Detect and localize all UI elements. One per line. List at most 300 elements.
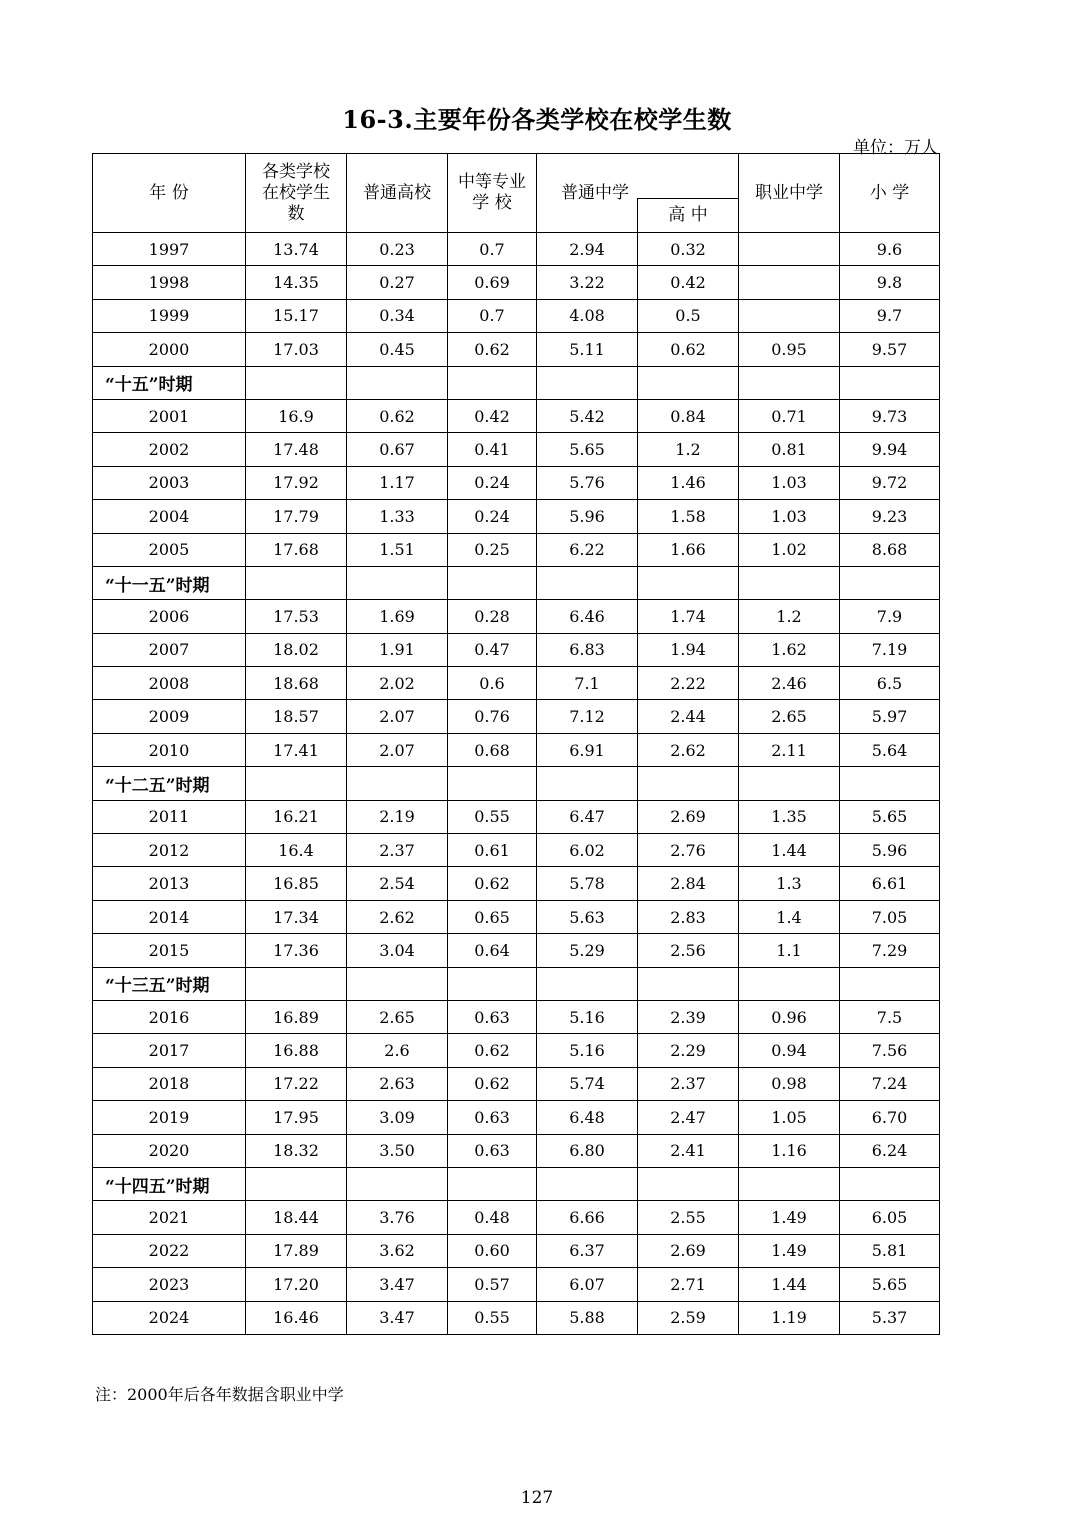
- value-cell: 1.4: [739, 900, 840, 933]
- value-cell: 5.88: [537, 1301, 638, 1334]
- value-cell: 18.32: [246, 1134, 347, 1167]
- value-cell: 6.5: [840, 667, 940, 700]
- unit-label: 单位：万人: [853, 138, 938, 158]
- table-row: [93, 1201, 940, 1234]
- value-cell: 5.96: [537, 500, 638, 533]
- value-cell: 13.74: [246, 233, 347, 266]
- year-cell: 2008: [93, 667, 246, 700]
- value-cell: 6.07: [537, 1268, 638, 1301]
- period-label: “十一五”时期: [93, 566, 246, 599]
- table-row: [93, 1034, 940, 1067]
- empty-cell: [638, 1167, 739, 1200]
- year-cell: 2013: [93, 867, 246, 900]
- table-row: [93, 533, 940, 566]
- header-blank: [638, 154, 739, 199]
- value-cell: 15.17: [246, 299, 347, 332]
- value-cell: 0.62: [347, 399, 448, 432]
- empty-cell: [448, 366, 537, 399]
- empty-cell: [246, 566, 347, 599]
- value-cell: 0.23: [347, 233, 448, 266]
- value-cell: 6.24: [840, 1134, 940, 1167]
- value-cell: 5.16: [537, 1000, 638, 1033]
- footnote: 注：2000年后各年数据含职业中学: [95, 1385, 344, 1404]
- empty-cell: [739, 566, 840, 599]
- year-cell: 2021: [93, 1201, 246, 1234]
- value-cell: 16.21: [246, 800, 347, 833]
- value-cell: 0.76: [448, 700, 537, 733]
- value-cell: 16.9: [246, 399, 347, 432]
- value-cell: 1.44: [739, 834, 840, 867]
- header-university: 普通高校: [347, 154, 448, 233]
- value-cell: 1.17: [347, 466, 448, 499]
- value-cell: 0.98: [739, 1067, 840, 1100]
- value-cell: 2.69: [638, 1234, 739, 1267]
- value-cell: 0.61: [448, 834, 537, 867]
- year-cell: 2019: [93, 1101, 246, 1134]
- value-cell: 6.37: [537, 1234, 638, 1267]
- value-cell: 6.91: [537, 733, 638, 766]
- value-cell: 2.07: [347, 700, 448, 733]
- table-row: [93, 1234, 940, 1267]
- table-row: [93, 333, 940, 366]
- period-row: [93, 967, 940, 1000]
- value-cell: 3.47: [347, 1301, 448, 1334]
- value-cell: 0.32: [638, 233, 739, 266]
- value-cell: 0.65: [448, 900, 537, 933]
- value-cell: 17.79: [246, 500, 347, 533]
- value-cell: 2.29: [638, 1034, 739, 1067]
- year-cell: 2002: [93, 433, 246, 466]
- value-cell: 1.16: [739, 1134, 840, 1167]
- year-cell: 2010: [93, 733, 246, 766]
- table-body: [93, 233, 940, 1335]
- value-cell: 14.35: [246, 266, 347, 299]
- value-cell: 17.95: [246, 1101, 347, 1134]
- value-cell: 1.49: [739, 1234, 840, 1267]
- value-cell: 5.65: [537, 433, 638, 466]
- value-cell: 5.29: [537, 934, 638, 967]
- empty-cell: [347, 566, 448, 599]
- value-cell: 2.11: [739, 733, 840, 766]
- empty-cell: [638, 767, 739, 800]
- header-vocational-line2: 学 校: [472, 193, 512, 213]
- year-cell: 2000: [93, 333, 246, 366]
- year-cell: 2024: [93, 1301, 246, 1334]
- year-cell: 2017: [93, 1034, 246, 1067]
- value-cell: 3.62: [347, 1234, 448, 1267]
- value-cell: 3.22: [537, 266, 638, 299]
- year-cell: 1998: [93, 266, 246, 299]
- value-cell: 1.74: [638, 600, 739, 633]
- empty-cell: [840, 566, 940, 599]
- value-cell: [739, 299, 840, 332]
- empty-cell: [537, 1167, 638, 1200]
- value-cell: 0.67: [347, 433, 448, 466]
- value-cell: 6.05: [840, 1201, 940, 1234]
- value-cell: 4.08: [537, 299, 638, 332]
- value-cell: 6.80: [537, 1134, 638, 1167]
- year-cell: 2015: [93, 934, 246, 967]
- value-cell: 2.44: [638, 700, 739, 733]
- value-cell: 0.62: [448, 1067, 537, 1100]
- period-row: [93, 366, 940, 399]
- value-cell: 0.25: [448, 533, 537, 566]
- year-cell: 2003: [93, 466, 246, 499]
- value-cell: 5.65: [840, 800, 940, 833]
- period-label: “十四五”时期: [93, 1167, 246, 1200]
- value-cell: 17.20: [246, 1268, 347, 1301]
- empty-cell: [537, 967, 638, 1000]
- empty-cell: [347, 967, 448, 1000]
- value-cell: 17.34: [246, 900, 347, 933]
- value-cell: 17.41: [246, 733, 347, 766]
- value-cell: 8.68: [840, 533, 940, 566]
- year-cell: 2018: [93, 1067, 246, 1100]
- value-cell: 6.70: [840, 1101, 940, 1134]
- value-cell: 7.5: [840, 1000, 940, 1033]
- empty-cell: [347, 366, 448, 399]
- value-cell: 17.48: [246, 433, 347, 466]
- year-cell: 2023: [93, 1268, 246, 1301]
- empty-cell: [246, 1167, 347, 1200]
- value-cell: 5.97: [840, 700, 940, 733]
- empty-cell: [840, 767, 940, 800]
- empty-cell: [246, 967, 347, 1000]
- value-cell: 1.94: [638, 633, 739, 666]
- value-cell: 6.61: [840, 867, 940, 900]
- value-cell: 1.33: [347, 500, 448, 533]
- value-cell: 1.91: [347, 633, 448, 666]
- value-cell: 5.42: [537, 399, 638, 432]
- empty-cell: [347, 1167, 448, 1200]
- value-cell: 17.03: [246, 333, 347, 366]
- empty-cell: [537, 767, 638, 800]
- value-cell: 17.68: [246, 533, 347, 566]
- value-cell: 0.7: [448, 299, 537, 332]
- header-total-line1: 各类学校: [262, 161, 330, 182]
- value-cell: 18.57: [246, 700, 347, 733]
- value-cell: 5.81: [840, 1234, 940, 1267]
- value-cell: 0.47: [448, 633, 537, 666]
- value-cell: 1.46: [638, 466, 739, 499]
- table-row: [93, 1301, 940, 1334]
- empty-cell: [537, 366, 638, 399]
- value-cell: 1.44: [739, 1268, 840, 1301]
- empty-cell: [739, 967, 840, 1000]
- value-cell: 0.24: [448, 500, 537, 533]
- year-cell: 2009: [93, 700, 246, 733]
- header-vocational-line1: 中等专业: [458, 172, 526, 192]
- value-cell: 0.5: [638, 299, 739, 332]
- value-cell: 0.27: [347, 266, 448, 299]
- value-cell: 1.2: [638, 433, 739, 466]
- year-cell: 2012: [93, 834, 246, 867]
- period-row: [93, 1167, 940, 1200]
- value-cell: 7.29: [840, 934, 940, 967]
- value-cell: 0.55: [448, 800, 537, 833]
- value-cell: 7.9: [840, 600, 940, 633]
- table-row: [93, 1268, 940, 1301]
- table-row: [93, 800, 940, 833]
- value-cell: 7.05: [840, 900, 940, 933]
- value-cell: 0.95: [739, 333, 840, 366]
- value-cell: 16.46: [246, 1301, 347, 1334]
- value-cell: 1.35: [739, 800, 840, 833]
- header-year: 年 份: [93, 154, 246, 233]
- value-cell: 0.34: [347, 299, 448, 332]
- value-cell: 2.47: [638, 1101, 739, 1134]
- value-cell: 0.69: [448, 266, 537, 299]
- year-cell: 2005: [93, 533, 246, 566]
- period-label: “十五”时期: [93, 366, 246, 399]
- table-row: [93, 466, 940, 499]
- value-cell: 1.1: [739, 934, 840, 967]
- value-cell: 0.42: [448, 399, 537, 432]
- value-cell: 16.88: [246, 1034, 347, 1067]
- value-cell: 0.7: [448, 233, 537, 266]
- value-cell: 2.62: [638, 733, 739, 766]
- value-cell: 0.81: [739, 433, 840, 466]
- year-cell: 2020: [93, 1134, 246, 1167]
- page-number: 127: [520, 1488, 554, 1508]
- value-cell: 1.2: [739, 600, 840, 633]
- value-cell: 3.76: [347, 1201, 448, 1234]
- value-cell: 6.66: [537, 1201, 638, 1234]
- value-cell: 17.22: [246, 1067, 347, 1100]
- year-cell: 1999: [93, 299, 246, 332]
- value-cell: 2.59: [638, 1301, 739, 1334]
- value-cell: 1.62: [739, 633, 840, 666]
- table-row: [93, 934, 940, 967]
- empty-cell: [840, 967, 940, 1000]
- value-cell: 5.63: [537, 900, 638, 933]
- value-cell: 0.63: [448, 1101, 537, 1134]
- empty-cell: [638, 566, 739, 599]
- value-cell: 5.65: [840, 1268, 940, 1301]
- value-cell: 3.09: [347, 1101, 448, 1134]
- value-cell: 7.56: [840, 1034, 940, 1067]
- value-cell: 9.8: [840, 266, 940, 299]
- empty-cell: [840, 1167, 940, 1200]
- value-cell: 1.69: [347, 600, 448, 633]
- table-row: [93, 1067, 940, 1100]
- value-cell: 5.16: [537, 1034, 638, 1067]
- value-cell: 1.49: [739, 1201, 840, 1234]
- value-cell: 6.48: [537, 1101, 638, 1134]
- value-cell: 1.58: [638, 500, 739, 533]
- value-cell: [739, 233, 840, 266]
- value-cell: 16.4: [246, 834, 347, 867]
- value-cell: 2.37: [638, 1067, 739, 1100]
- header-vocational-middle: 职业中学: [739, 154, 840, 233]
- value-cell: 2.56: [638, 934, 739, 967]
- value-cell: 5.11: [537, 333, 638, 366]
- value-cell: 2.6: [347, 1034, 448, 1067]
- value-cell: 2.55: [638, 1201, 739, 1234]
- value-cell: 0.24: [448, 466, 537, 499]
- value-cell: 2.19: [347, 800, 448, 833]
- value-cell: 0.84: [638, 399, 739, 432]
- value-cell: 0.63: [448, 1134, 537, 1167]
- value-cell: 18.02: [246, 633, 347, 666]
- value-cell: 6.47: [537, 800, 638, 833]
- value-cell: 9.57: [840, 333, 940, 366]
- value-cell: 6.83: [537, 633, 638, 666]
- value-cell: 3.04: [347, 934, 448, 967]
- value-cell: 0.68: [448, 733, 537, 766]
- empty-cell: [638, 366, 739, 399]
- table-row: [93, 733, 940, 766]
- value-cell: 2.37: [347, 834, 448, 867]
- value-cell: 2.71: [638, 1268, 739, 1301]
- value-cell: 7.19: [840, 633, 940, 666]
- table-row: [93, 867, 940, 900]
- value-cell: 2.84: [638, 867, 739, 900]
- value-cell: 2.22: [638, 667, 739, 700]
- value-cell: 0.94: [739, 1034, 840, 1067]
- value-cell: 2.07: [347, 733, 448, 766]
- value-cell: 0.63: [448, 1000, 537, 1033]
- value-cell: 1.05: [739, 1101, 840, 1134]
- value-cell: 6.02: [537, 834, 638, 867]
- value-cell: 1.66: [638, 533, 739, 566]
- period-row: [93, 566, 940, 599]
- value-cell: 5.76: [537, 466, 638, 499]
- value-cell: 2.69: [638, 800, 739, 833]
- table-row: [93, 233, 940, 266]
- value-cell: 2.83: [638, 900, 739, 933]
- value-cell: 9.94: [840, 433, 940, 466]
- year-cell: 2014: [93, 900, 246, 933]
- value-cell: 1.03: [739, 466, 840, 499]
- value-cell: 17.36: [246, 934, 347, 967]
- value-cell: 9.72: [840, 466, 940, 499]
- value-cell: 0.6: [448, 667, 537, 700]
- value-cell: 0.55: [448, 1301, 537, 1334]
- students-table: [92, 153, 940, 1335]
- value-cell: 18.44: [246, 1201, 347, 1234]
- value-cell: 2.39: [638, 1000, 739, 1033]
- empty-cell: [739, 767, 840, 800]
- value-cell: 6.22: [537, 533, 638, 566]
- value-cell: 0.28: [448, 600, 537, 633]
- value-cell: 16.89: [246, 1000, 347, 1033]
- year-cell: 2006: [93, 600, 246, 633]
- value-cell: 6.46: [537, 600, 638, 633]
- header-total-line3: 数: [287, 203, 305, 224]
- value-cell: 2.76: [638, 834, 739, 867]
- value-cell: 7.1: [537, 667, 638, 700]
- value-cell: 2.41: [638, 1134, 739, 1167]
- table-row: [93, 633, 940, 666]
- value-cell: 7.12: [537, 700, 638, 733]
- table-row: [93, 700, 940, 733]
- year-cell: 2022: [93, 1234, 246, 1267]
- table-row: [93, 900, 940, 933]
- table-row: [93, 1101, 940, 1134]
- header-vocational-school: [448, 154, 537, 233]
- value-cell: 0.62: [448, 333, 537, 366]
- value-cell: 2.65: [347, 1000, 448, 1033]
- table-row: [93, 1134, 940, 1167]
- value-cell: 5.74: [537, 1067, 638, 1100]
- value-cell: 0.57: [448, 1268, 537, 1301]
- value-cell: 3.50: [347, 1134, 448, 1167]
- value-cell: 17.53: [246, 600, 347, 633]
- empty-cell: [537, 566, 638, 599]
- value-cell: 2.02: [347, 667, 448, 700]
- value-cell: 9.7: [840, 299, 940, 332]
- period-label: “十二五”时期: [93, 767, 246, 800]
- table-row: [93, 266, 940, 299]
- value-cell: 9.73: [840, 399, 940, 432]
- period-label: “十三五”时期: [93, 967, 246, 1000]
- value-cell: 5.78: [537, 867, 638, 900]
- page-title: 16-3.主要年份各类学校在校学生数: [342, 105, 732, 134]
- value-cell: 18.68: [246, 667, 347, 700]
- value-cell: 2.54: [347, 867, 448, 900]
- value-cell: 0.60: [448, 1234, 537, 1267]
- header-total-line2: 在校学生: [262, 182, 330, 203]
- value-cell: 7.24: [840, 1067, 940, 1100]
- year-cell: 2004: [93, 500, 246, 533]
- value-cell: 3.47: [347, 1268, 448, 1301]
- empty-cell: [347, 767, 448, 800]
- period-row: [93, 767, 940, 800]
- value-cell: 2.65: [739, 700, 840, 733]
- empty-cell: [840, 366, 940, 399]
- value-cell: [739, 266, 840, 299]
- value-cell: 1.02: [739, 533, 840, 566]
- value-cell: 0.45: [347, 333, 448, 366]
- year-cell: 1997: [93, 233, 246, 266]
- table-row: [93, 399, 940, 432]
- value-cell: 2.63: [347, 1067, 448, 1100]
- table-row: [93, 433, 940, 466]
- empty-cell: [739, 1167, 840, 1200]
- value-cell: 9.23: [840, 500, 940, 533]
- empty-cell: [246, 366, 347, 399]
- empty-cell: [448, 967, 537, 1000]
- value-cell: 0.96: [739, 1000, 840, 1033]
- value-cell: 0.62: [448, 867, 537, 900]
- header-total: [246, 154, 347, 233]
- empty-cell: [448, 566, 537, 599]
- empty-cell: [638, 967, 739, 1000]
- empty-cell: [448, 1167, 537, 1200]
- value-cell: 17.89: [246, 1234, 347, 1267]
- value-cell: 17.92: [246, 466, 347, 499]
- header-middle-school: 普通中学: [537, 154, 638, 233]
- value-cell: 9.6: [840, 233, 940, 266]
- year-cell: 2007: [93, 633, 246, 666]
- table-row: [93, 1000, 940, 1033]
- value-cell: 1.3: [739, 867, 840, 900]
- value-cell: 0.71: [739, 399, 840, 432]
- empty-cell: [739, 366, 840, 399]
- table-row: [93, 500, 940, 533]
- value-cell: 1.19: [739, 1301, 840, 1334]
- value-cell: 5.37: [840, 1301, 940, 1334]
- value-cell: 0.64: [448, 934, 537, 967]
- value-cell: 0.62: [638, 333, 739, 366]
- value-cell: 0.62: [448, 1034, 537, 1067]
- table-row: [93, 667, 940, 700]
- value-cell: 2.46: [739, 667, 840, 700]
- value-cell: 16.85: [246, 867, 347, 900]
- header-high-school: 高 中: [638, 199, 739, 233]
- table-row: [93, 834, 940, 867]
